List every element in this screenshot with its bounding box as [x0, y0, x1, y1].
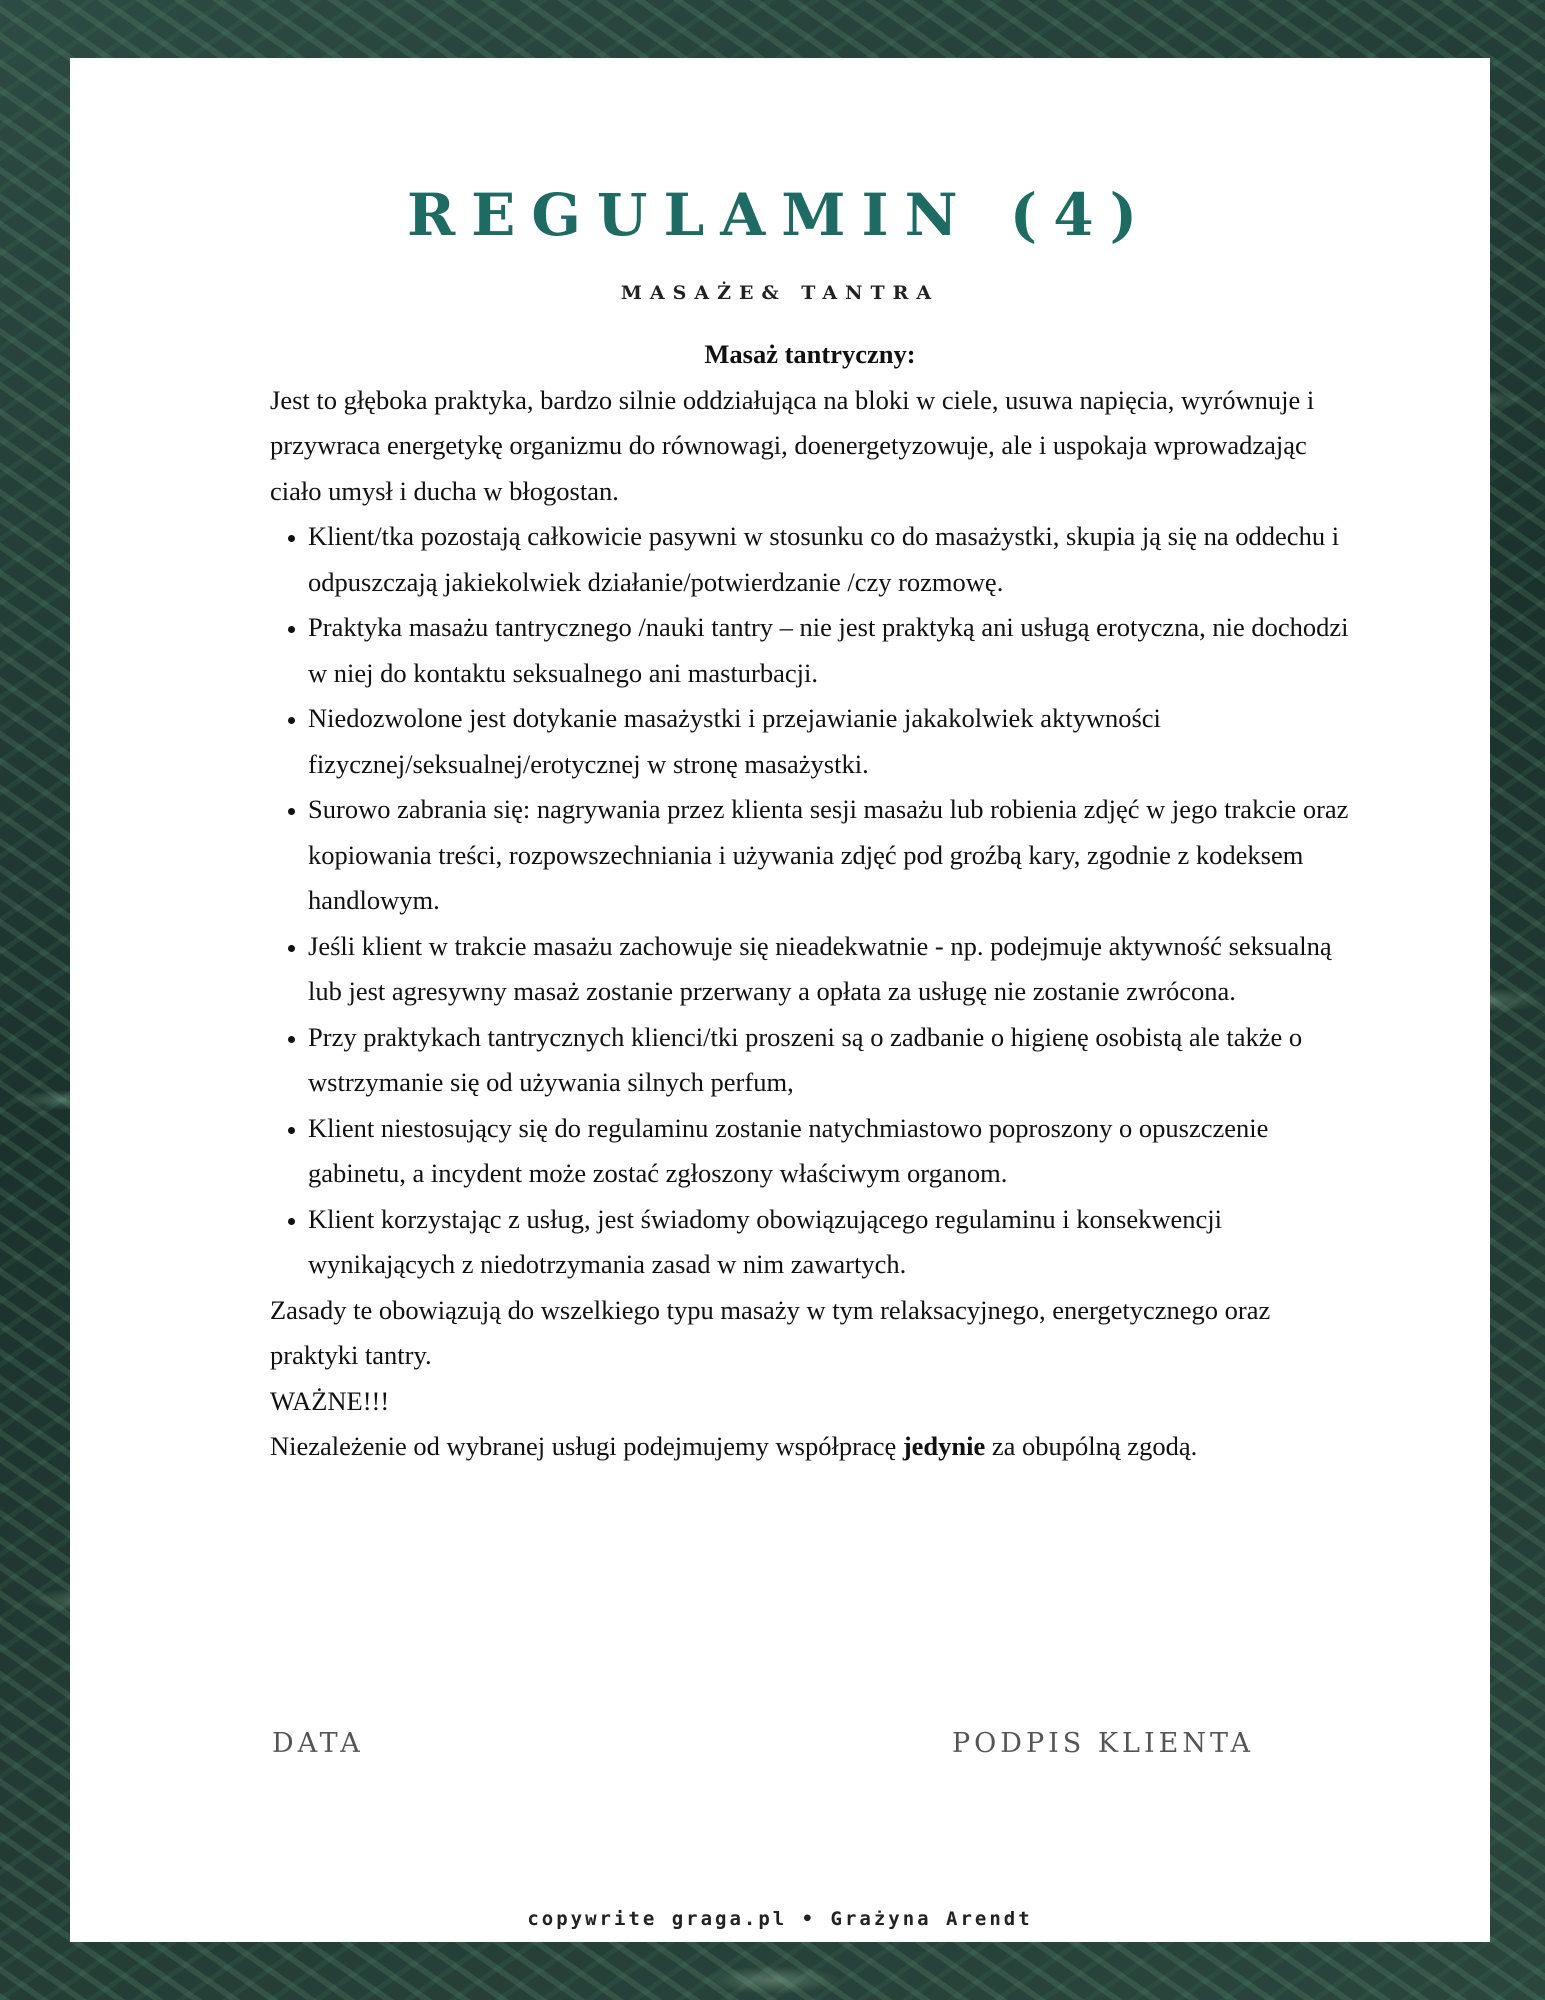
consent-note-start: Niezależenie od wybranej usługi podejmujemy współpracę: [270, 1431, 903, 1461]
rule-item: • Przy praktykach tantrycznych klienci/tki proszeni są o zadbanie o higienę osobistą ale także o wstrzymanie się od używania silnych perfum,: [308, 1015, 1350, 1106]
rule-item: • Klient/tka pozostają całkowicie pasywni w stosunku co do masażystki, skupia ją się na oddechu i odpuszczają jakiekolwiek działanie/potwierdzanie /czy rozmowę.: [308, 514, 1350, 605]
document-body: [270, 332, 1350, 1470]
rule-item: • Praktyka masażu tantrycznego /nauki tantry – nie jest praktyką ani usługą erotyczna, nie dochodzi w niej do kontaktu seksualnego ani masturbacji.: [308, 605, 1350, 696]
important-label: WAŻNE!!!: [270, 1385, 390, 1416]
date-signature-label: DATA: [272, 1728, 364, 1759]
consent-note-end: za obupólną zgodą.: [985, 1431, 1198, 1461]
document-page: [70, 58, 1490, 1942]
intro-paragraph: Jest to głęboka praktyka, bardzo silnie oddziałująca na bloki w ciele, usuwa napięcia, wyrównuje i przywraca energetykę organizmu do równowagi, doenergetyzowuje, ale i uspokaja wprowadzając ciało umysł i ducha w błogostan.: [270, 384, 1315, 506]
document-title: REGULAMIN (4): [406, 181, 1154, 249]
consent-note-emphasis: jedynie: [902, 1431, 986, 1461]
client-signature-label: PODPIS KLIENTA: [952, 1728, 1254, 1759]
rule-item: • Niedozwolone jest dotykanie masażystki i przejawianie jakakolwiek aktywności fizycznej/seksualnej/erotycznej w stronę masażystki.: [308, 696, 1350, 787]
rule-item: • Surowo zabrania się: nagrywania przez klienta sesji masażu lub robienia zdjęć w jego trakcie oraz kopiowania treści, rozpowszechniania i używania zdjęć pod groźbą kary, zgodnie z kodeksem handlowym.: [308, 787, 1350, 924]
section-heading: Masaż tantryczny:: [704, 339, 916, 369]
document-subtitle: MASAŻE& TANTRA: [620, 282, 940, 304]
consent-note: [270, 1424, 1350, 1470]
rule-item: • Jeśli klient w trakcie masażu zachowuje się nieadekwatnie - np. podejmuje aktywność seksualną lub jest agresywny masaż zostanie przerwany a opłata za usługę nie zostanie zwrócona.: [308, 924, 1350, 1015]
closing-paragraph: Zasady te obowiązują do wszelkiego typu masaży w tym relaksacyjnego, energetycznego oraz praktyki tantry.: [270, 1294, 1271, 1370]
rules-list: [270, 514, 1350, 1288]
rule-item: • Klient niestosujący się do regulaminu zostanie natychmiastowo poproszony o opuszczenie gabinetu, a incydent może zostać zgłoszony właściwym organom.: [308, 1106, 1350, 1197]
footer-copyright: copywrite graga.pl • Grażyna Arendt: [527, 1908, 1033, 1930]
rule-item: • Klient korzystając z usług, jest świadomy obowiązującego regulaminu i konsekwencji wynikających z niedotrzymania zasad w nim zawartych.: [308, 1197, 1350, 1288]
